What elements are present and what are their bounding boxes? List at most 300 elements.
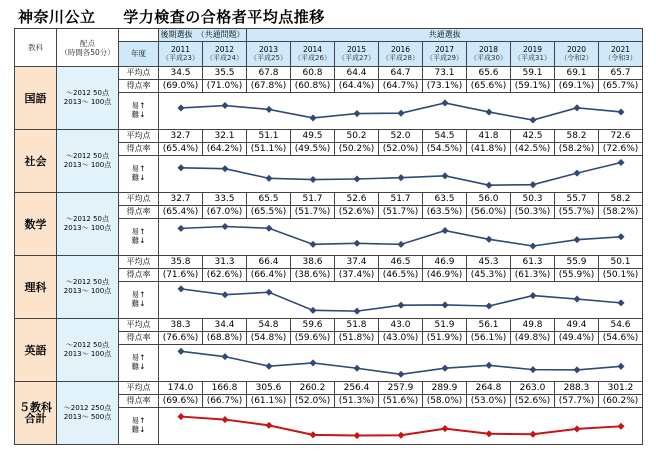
trend-chart-cell [159, 345, 643, 382]
trend-point [177, 225, 184, 232]
avg-value: 38.6 [291, 256, 335, 269]
avg-value: 65.7 [599, 67, 643, 80]
rate-value: (51.7%) [379, 206, 423, 219]
points-label: ～2012 250点 2013～ 500点 [57, 382, 119, 445]
rate-value: (46.9%) [423, 269, 467, 282]
points-label: ～2012 50点 2013～ 100点 [57, 67, 119, 130]
trend-chart [159, 345, 643, 381]
trend-line [181, 163, 621, 186]
down-arrow-icon: ↓ [139, 299, 146, 308]
up-arrow-icon: ↑ [139, 290, 146, 300]
era-label: （平成27） [338, 54, 375, 63]
year-label: 2019 [522, 44, 543, 54]
down-arrow-icon: ↓ [139, 362, 146, 371]
rate-value: (61.3%) [511, 269, 555, 282]
avg-value: 46.9 [423, 256, 467, 269]
avg-value: 56.0 [467, 193, 511, 206]
avg-value: 51.1 [247, 130, 291, 143]
trend-point [221, 102, 228, 109]
rate-value: (64.4%) [335, 80, 379, 93]
trend-chart-cell [159, 156, 643, 193]
rate-value: (71.6%) [159, 269, 203, 282]
avg-value: 34.5 [159, 67, 203, 80]
trend-point [397, 302, 404, 309]
rate-value: (66.4%) [247, 269, 291, 282]
rate-value: (58.2%) [599, 206, 643, 219]
trend-point [617, 423, 624, 430]
trend-point [485, 430, 492, 437]
avg-row-label: 平均点 [119, 256, 159, 269]
score-table [14, 28, 643, 445]
avg-row-label: 平均点 [119, 130, 159, 143]
trend-point [177, 348, 184, 355]
trend-point [441, 99, 448, 106]
easy-hard-axis [119, 219, 159, 256]
year-label: 2011 [170, 44, 191, 54]
rate-row-label: 得点率 [119, 80, 159, 93]
avg-value: 66.4 [247, 256, 291, 269]
year-label: 2013 [258, 44, 279, 54]
avg-value: 288.3 [555, 382, 599, 395]
trend-point [265, 106, 272, 113]
avg-value: 54.6 [599, 319, 643, 332]
easy-hard-axis [119, 93, 159, 130]
rate-value: (49.8%) [511, 332, 555, 345]
rate-value: (61.1%) [247, 395, 291, 408]
subject-label: 数学 [15, 193, 57, 256]
rate-row-label: 得点率 [119, 395, 159, 408]
avg-value: 55.7 [555, 193, 599, 206]
avg-value: 49.4 [555, 319, 599, 332]
avg-value: 301.2 [599, 382, 643, 395]
subject-label: 社会 [15, 130, 57, 193]
era-label: （平成28） [382, 54, 419, 63]
avg-value: 50.3 [511, 193, 555, 206]
up-arrow-icon: ↑ [139, 164, 146, 174]
trend-point [353, 175, 360, 182]
trend-point [441, 227, 448, 234]
era-label: （平成24） [206, 54, 243, 63]
avg-value: 46.5 [379, 256, 423, 269]
hard-label: 難 [131, 173, 140, 182]
trend-point [529, 242, 536, 249]
avg-row-label: 平均点 [119, 67, 159, 80]
trend-point [441, 301, 448, 308]
trend-point [529, 366, 536, 373]
rate-value: (58.2%) [555, 143, 599, 156]
year-label: 2012 [214, 44, 235, 54]
points-label: ～2012 50点 2013～ 100点 [57, 319, 119, 382]
year-cell [379, 42, 423, 67]
avg-value: 34.4 [203, 319, 247, 332]
era-label: （平成25） [250, 54, 287, 63]
rate-value: (51.6%) [379, 395, 423, 408]
avg-value: 35.5 [203, 67, 247, 80]
trend-point [353, 365, 360, 372]
avg-value: 55.9 [555, 256, 599, 269]
up-arrow-icon: ↑ [139, 416, 146, 426]
rate-row-label: 得点率 [119, 143, 159, 156]
trend-point [617, 108, 624, 115]
hard-label: 難 [131, 362, 140, 371]
rate-value: (64.2%) [203, 143, 247, 156]
avg-value: 61.3 [511, 256, 555, 269]
trend-chart [159, 282, 643, 318]
trend-point [529, 116, 536, 123]
avg-value: 51.7 [291, 193, 335, 206]
rate-value: (60.8%) [291, 80, 335, 93]
rate-value: (37.4%) [335, 269, 379, 282]
trend-point [221, 223, 228, 230]
avg-value: 60.8 [291, 67, 335, 80]
trend-chart-cell [159, 408, 643, 445]
easy-label: 易 [131, 353, 140, 363]
trend-point [265, 175, 272, 182]
year-cell [511, 42, 555, 67]
rate-value: (38.6%) [291, 269, 335, 282]
rate-value: (71.0%) [203, 80, 247, 93]
avg-value: 166.8 [203, 382, 247, 395]
trend-point [397, 371, 404, 378]
trend-point [265, 225, 272, 232]
avg-value: 256.4 [335, 382, 379, 395]
avg-value: 35.8 [159, 256, 203, 269]
avg-value: 54.5 [423, 130, 467, 143]
trend-point [353, 110, 360, 117]
down-arrow-icon: ↓ [139, 110, 146, 119]
trend-point [309, 241, 316, 248]
trend-point [485, 182, 492, 189]
trend-point [573, 104, 580, 111]
year-label: 2016 [390, 44, 411, 54]
rate-value: (50.2%) [335, 143, 379, 156]
rate-value: (53.0%) [467, 395, 511, 408]
trend-point [617, 233, 624, 240]
rate-value: (62.6%) [203, 269, 247, 282]
rate-value: (73.1%) [423, 80, 467, 93]
rate-value: (67.8%) [247, 80, 291, 93]
trend-point [617, 299, 624, 306]
easy-hard-axis [119, 408, 159, 445]
avg-value: 32.1 [203, 130, 247, 143]
trend-point [485, 236, 492, 243]
title-org: 神奈川公立 [18, 8, 96, 26]
era-label: （平成26） [294, 54, 331, 63]
points-label: ～2012 50点 2013～ 100点 [57, 130, 119, 193]
trend-point [441, 172, 448, 179]
rate-value: (65.4%) [159, 206, 203, 219]
avg-value: 43.0 [379, 319, 423, 332]
trend-point [177, 285, 184, 292]
era-label: （令和3） [604, 54, 637, 63]
era-label: （令和2） [560, 54, 593, 63]
rate-row-label: 得点率 [119, 332, 159, 345]
rate-value: (66.7%) [203, 395, 247, 408]
avg-value: 260.2 [291, 382, 335, 395]
year-cell [291, 42, 335, 67]
trend-chart [159, 93, 643, 129]
rate-value: (49.5%) [291, 143, 335, 156]
rate-value: (46.5%) [379, 269, 423, 282]
avg-value: 52.0 [379, 130, 423, 143]
rate-value: (42.5%) [511, 143, 555, 156]
points-label: ～2012 50点 2013～ 100点 [57, 256, 119, 319]
avg-value: 264.8 [467, 382, 511, 395]
rate-value: (57.7%) [555, 395, 599, 408]
avg-value: 33.5 [203, 193, 247, 206]
rate-value: (59.6%) [291, 332, 335, 345]
trend-point [573, 425, 580, 432]
rate-row-label: 得点率 [119, 269, 159, 282]
down-arrow-icon: ↓ [139, 425, 146, 434]
avg-value: 38.3 [159, 319, 203, 332]
rate-value: (60.2%) [599, 395, 643, 408]
avg-value: 42.5 [511, 130, 555, 143]
hard-label: 難 [131, 425, 140, 434]
up-arrow-icon: ↑ [139, 227, 146, 237]
avg-value: 31.3 [203, 256, 247, 269]
points-label: ～2012 50点 2013～ 100点 [57, 193, 119, 256]
up-arrow-icon: ↑ [139, 353, 146, 363]
trend-chart [159, 219, 643, 255]
avg-value: 59.1 [511, 67, 555, 80]
trend-point [265, 289, 272, 296]
trend-point [309, 431, 316, 438]
rate-value: (41.8%) [467, 143, 511, 156]
rate-value: (54.6%) [599, 332, 643, 345]
trend-point [529, 431, 536, 438]
trend-point [177, 104, 184, 111]
page-title [18, 6, 347, 27]
rate-value: (65.5%) [247, 206, 291, 219]
subject-label: ５教科合計 [15, 382, 57, 445]
year-cell [423, 42, 467, 67]
rate-value: (68.8%) [203, 332, 247, 345]
trend-point [177, 164, 184, 171]
rate-value: (65.6%) [467, 80, 511, 93]
trend-point [265, 363, 272, 370]
points-header: 配点 （時間各50分） [57, 29, 119, 67]
easy-label: 易 [131, 290, 140, 300]
trend-point [353, 308, 360, 315]
trend-point [177, 413, 184, 420]
trend-point [309, 176, 316, 183]
trend-point [573, 236, 580, 243]
trend-point [397, 174, 404, 181]
up-arrow-icon: ↑ [139, 101, 146, 111]
hard-label: 難 [131, 110, 140, 119]
easy-hard-axis [119, 345, 159, 382]
avg-value: 37.4 [335, 256, 379, 269]
year-cell [599, 42, 643, 67]
rate-value: (43.0%) [379, 332, 423, 345]
avg-value: 305.6 [247, 382, 291, 395]
group-late-header: 後期選抜 （共通問題） [159, 29, 247, 42]
trend-chart [159, 156, 643, 192]
trend-point [221, 416, 228, 423]
rate-value: (69.1%) [555, 80, 599, 93]
hard-label: 難 [131, 236, 140, 245]
avg-value: 64.4 [335, 67, 379, 80]
rate-value: (54.5%) [423, 143, 467, 156]
trend-point [221, 291, 228, 298]
down-arrow-icon: ↓ [139, 236, 146, 245]
rate-value: (69.6%) [159, 395, 203, 408]
trend-point [485, 362, 492, 369]
avg-value: 59.6 [291, 319, 335, 332]
avg-value: 32.7 [159, 193, 203, 206]
trend-point [397, 241, 404, 248]
avg-value: 69.1 [555, 67, 599, 80]
avg-value: 50.1 [599, 256, 643, 269]
rate-value: (45.3%) [467, 269, 511, 282]
down-arrow-icon: ↓ [139, 173, 146, 182]
avg-value: 56.1 [467, 319, 511, 332]
trend-point [221, 165, 228, 172]
year-label: 2020 [566, 44, 587, 54]
rate-row-label: 得点率 [119, 206, 159, 219]
trend-point [617, 159, 624, 166]
avg-value: 50.2 [335, 130, 379, 143]
avg-value: 174.0 [159, 382, 203, 395]
rate-value: (55.9%) [555, 269, 599, 282]
rate-value: (76.6%) [159, 332, 203, 345]
trend-point [573, 366, 580, 373]
avg-value: 52.6 [335, 193, 379, 206]
avg-value: 58.2 [555, 130, 599, 143]
rate-value: (50.3%) [511, 206, 555, 219]
rate-value: (56.0%) [467, 206, 511, 219]
rate-value: (49.4%) [555, 332, 599, 345]
trend-point [309, 307, 316, 314]
avg-value: 263.0 [511, 382, 555, 395]
trend-point [573, 296, 580, 303]
easy-label: 易 [131, 416, 140, 426]
rate-value: (58.0%) [423, 395, 467, 408]
trend-chart [159, 408, 643, 444]
rate-value: (65.4%) [159, 143, 203, 156]
trend-point [397, 110, 404, 117]
year-label: 2017 [434, 44, 455, 54]
avg-value: 289.9 [423, 382, 467, 395]
rate-value: (59.1%) [511, 80, 555, 93]
era-label: （平成23） [162, 54, 199, 63]
avg-value: 45.3 [467, 256, 511, 269]
rate-value: (51.7%) [291, 206, 335, 219]
group-common-header: 共通選抜 [247, 29, 643, 42]
easy-hard-axis [119, 156, 159, 193]
subject-label: 理科 [15, 256, 57, 319]
rate-value: (51.1%) [247, 143, 291, 156]
rate-value: (64.7%) [379, 80, 423, 93]
rate-value: (52.0%) [291, 395, 335, 408]
year-header: 年度 [119, 42, 159, 67]
rate-value: (63.5%) [423, 206, 467, 219]
avg-value: 64.7 [379, 67, 423, 80]
avg-value: 32.7 [159, 130, 203, 143]
avg-row-label: 平均点 [119, 319, 159, 332]
subject-header: 教科 [15, 29, 57, 67]
easy-label: 易 [131, 227, 140, 237]
trend-point [397, 432, 404, 439]
trend-chart-cell [159, 219, 643, 256]
trend-point [529, 181, 536, 188]
trend-point [309, 114, 316, 121]
avg-value: 72.6 [599, 130, 643, 143]
avg-value: 58.2 [599, 193, 643, 206]
hard-label: 難 [131, 299, 140, 308]
trend-point [353, 432, 360, 439]
avg-value: 49.8 [511, 319, 555, 332]
rate-value: (72.6%) [599, 143, 643, 156]
avg-value: 54.8 [247, 319, 291, 332]
title-main: 学力検査の合格者平均点推移 [123, 8, 325, 26]
year-cell [247, 42, 291, 67]
rate-value: (65.7%) [599, 80, 643, 93]
rate-value: (52.0%) [379, 143, 423, 156]
rate-value: (50.1%) [599, 269, 643, 282]
trend-point [309, 359, 316, 366]
avg-value: 65.5 [247, 193, 291, 206]
year-label: 2018 [478, 44, 499, 54]
trend-point [617, 363, 624, 370]
rate-value: (51.3%) [335, 395, 379, 408]
easy-label: 易 [131, 101, 140, 111]
subject-label: 国語 [15, 67, 57, 130]
avg-value: 73.1 [423, 67, 467, 80]
year-label: 2015 [346, 44, 367, 54]
rate-value: (52.6%) [335, 206, 379, 219]
rate-value: (56.1%) [467, 332, 511, 345]
easy-hard-axis [119, 282, 159, 319]
rate-value: (51.9%) [423, 332, 467, 345]
year-label: 2014 [302, 44, 323, 54]
avg-value: 41.8 [467, 130, 511, 143]
avg-row-label: 平均点 [119, 193, 159, 206]
avg-row-label: 平均点 [119, 382, 159, 395]
rate-value: (54.8%) [247, 332, 291, 345]
trend-chart-cell [159, 282, 643, 319]
era-label: （平成29） [426, 54, 463, 63]
era-label: （平成30） [470, 54, 507, 63]
avg-value: 65.6 [467, 67, 511, 80]
trend-point [573, 170, 580, 177]
avg-value: 51.8 [335, 319, 379, 332]
trend-point [353, 240, 360, 247]
avg-value: 51.9 [423, 319, 467, 332]
trend-point [441, 365, 448, 372]
avg-value: 67.8 [247, 67, 291, 80]
trend-point [485, 109, 492, 116]
easy-label: 易 [131, 164, 140, 174]
rate-value: (51.8%) [335, 332, 379, 345]
avg-value: 51.7 [379, 193, 423, 206]
avg-value: 63.5 [423, 193, 467, 206]
avg-value: 257.9 [379, 382, 423, 395]
year-cell [203, 42, 247, 67]
rate-value: (67.0%) [203, 206, 247, 219]
year-cell [467, 42, 511, 67]
trend-point [529, 292, 536, 299]
rate-value: (52.6%) [511, 395, 555, 408]
avg-value: 49.5 [291, 130, 335, 143]
trend-point [221, 353, 228, 360]
trend-point [265, 422, 272, 429]
rate-value: (55.7%) [555, 206, 599, 219]
trend-point [485, 302, 492, 309]
trend-point [441, 425, 448, 432]
year-cell [555, 42, 599, 67]
